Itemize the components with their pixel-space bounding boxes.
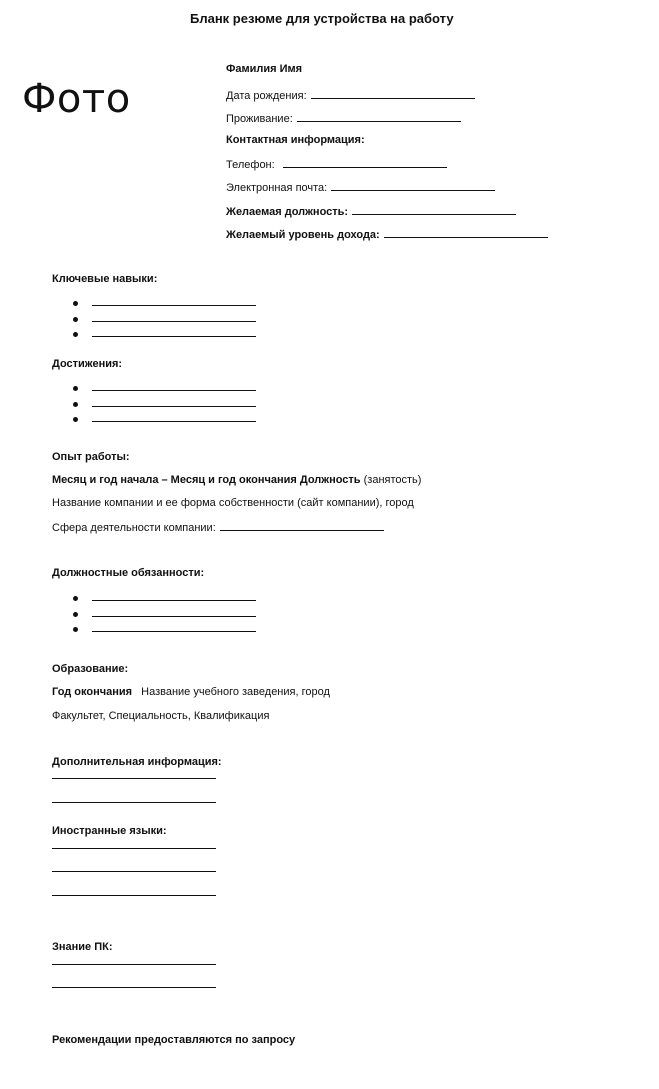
bullet-icon — [73, 332, 78, 337]
bullet-icon — [73, 402, 78, 407]
phone-blank[interactable] — [283, 157, 447, 168]
birth-date-blank[interactable] — [311, 88, 475, 99]
achievement-blank[interactable] — [92, 406, 256, 407]
additional-heading: Дополнительная информация: — [52, 756, 222, 768]
photo-placeholder: Фото — [22, 76, 131, 122]
skills-heading: Ключевые навыки: — [52, 273, 158, 285]
experience-period-row — [52, 474, 421, 486]
experience-heading: Опыт работы: — [52, 451, 130, 463]
additional-blank[interactable] — [52, 802, 216, 803]
residence-row — [226, 111, 461, 125]
references-note: Рекомендации предоставляются по запросу — [52, 1034, 296, 1046]
bullet-icon — [73, 417, 78, 422]
bullet-icon — [73, 627, 78, 632]
faculty-line: Факультет, Специальность, Квалификация — [52, 710, 270, 722]
residence-blank[interactable] — [297, 111, 461, 122]
pc-blank[interactable] — [52, 964, 216, 965]
skill-blank[interactable] — [92, 321, 256, 322]
employment-type: (занятость) — [363, 474, 422, 486]
company-field-row — [52, 520, 384, 534]
achievements-heading: Достижения: — [52, 358, 123, 370]
bullet-icon — [73, 612, 78, 617]
achievement-blank[interactable] — [92, 421, 256, 422]
education-row — [52, 686, 330, 698]
duty-blank[interactable] — [92, 616, 256, 617]
page-title: Бланк резюме для устройства на работу — [190, 11, 454, 26]
income-row — [226, 227, 548, 241]
skill-blank[interactable] — [92, 336, 256, 337]
income-blank[interactable] — [384, 227, 548, 238]
education-heading: Образование: — [52, 663, 129, 675]
bullet-icon — [73, 596, 78, 601]
bullet-icon — [73, 386, 78, 391]
duty-blank[interactable] — [92, 600, 256, 601]
email-row — [226, 180, 495, 194]
institution-label: Название учебного заведения, город — [141, 686, 330, 698]
duties-heading: Должностные обязанности: — [52, 567, 205, 579]
skill-blank[interactable] — [92, 305, 256, 306]
company-line: Название компании и ее форма собственности (сайт компании), город — [52, 497, 414, 509]
position-label: Желаемая должность: — [226, 206, 349, 218]
pc-blank[interactable] — [52, 987, 216, 988]
birth-date-label: Дата рождения: — [226, 90, 307, 102]
duty-blank[interactable] — [92, 631, 256, 632]
experience-period: Месяц и год начала – Месяц и год окончания Должность — [52, 474, 361, 486]
language-blank[interactable] — [52, 871, 216, 872]
graduation-year-label: Год окончания — [52, 686, 133, 698]
bullet-icon — [73, 317, 78, 322]
company-field-blank[interactable] — [220, 520, 384, 531]
phone-row — [226, 157, 447, 171]
company-field-label: Сфера деятельности компании: — [52, 522, 216, 534]
income-label: Желаемый уровень дохода: — [226, 229, 380, 241]
languages-heading: Иностранные языки: — [52, 825, 167, 837]
full-name: Фамилия Имя — [226, 63, 303, 75]
email-blank[interactable] — [331, 180, 495, 191]
pc-heading: Знание ПК: — [52, 941, 113, 953]
position-row — [226, 204, 516, 218]
contact-heading: Контактная информация: — [226, 134, 365, 146]
bullet-icon — [73, 301, 78, 306]
language-blank[interactable] — [52, 848, 216, 849]
email-label: Электронная почта: — [226, 182, 328, 194]
achievement-blank[interactable] — [92, 390, 256, 391]
birth-date-row — [226, 88, 475, 102]
additional-blank[interactable] — [52, 778, 216, 779]
language-blank[interactable] — [52, 895, 216, 896]
phone-label: Телефон: — [226, 159, 275, 171]
position-blank[interactable] — [352, 204, 516, 215]
residence-label: Проживание: — [226, 113, 293, 125]
